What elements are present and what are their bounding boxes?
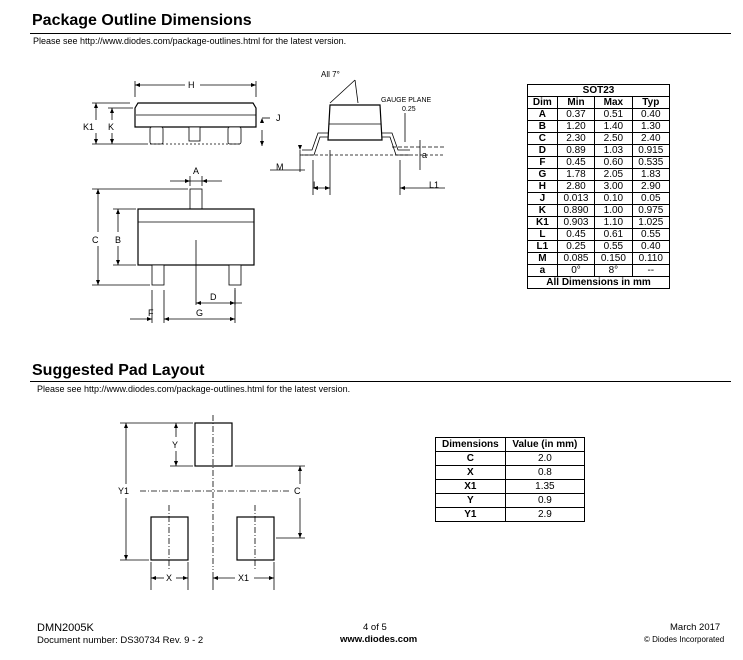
table-row [528,157,670,169]
dim-label-G: G [196,308,204,318]
dim-value-cell: 1.03 [595,145,632,157]
dim-label-L: L [313,180,319,190]
pad-dimension-table [435,437,585,522]
dim-value-cell: 0.915 [632,145,669,157]
dim-label-D: D [210,292,217,302]
footer-date: March 2017 [670,622,721,633]
pad-layout-drawing [100,410,330,600]
footer-document-number: Document number: DS30734 Rev. 9 - 2 [37,635,204,646]
dim-value-cell: 0.085 [557,253,594,265]
col-header: Dimensions [436,438,506,452]
table-row [528,109,670,121]
dim-value-cell: 1.40 [595,121,632,133]
pad-label-C: C [294,486,301,496]
dim-value-cell: 2.0 [505,452,584,466]
table-row [528,253,670,265]
dim-label-all7: All 7° [321,70,340,79]
table-row [528,229,670,241]
dim-value-cell: 0.61 [595,229,632,241]
table-row [528,121,670,133]
dim-name-cell: J [528,193,558,205]
col-header: Max [595,97,632,109]
dim-value-cell: 0.37 [557,109,594,121]
table-row [528,169,670,181]
col-header: Typ [632,97,669,109]
dim-value-cell: -- [632,265,669,277]
dim-name-cell: M [528,253,558,265]
dim-label-J: J [276,113,281,123]
dim-value-cell: 0.9 [505,494,584,508]
table-row [528,145,670,157]
dim-value-cell: 0.890 [557,205,594,217]
dim-name-cell: Y [436,494,506,508]
dim-value-cell: 2.90 [632,181,669,193]
pad-label-Y: Y [172,440,179,450]
col-header: Min [557,97,594,109]
dim-name-cell: A [528,109,558,121]
dim-value-cell: 1.83 [632,169,669,181]
dim-value-cell: 2.40 [632,133,669,145]
dim-value-cell: 0.975 [632,205,669,217]
col-header: Value (in mm) [505,438,584,452]
section-note: Please see http://www.diodes.com/package-outlines.html for the latest version. [33,36,347,46]
dim-name-cell: L1 [528,241,558,253]
dim-label-K1: K1 [83,122,95,132]
footer-website-link[interactable]: www.diodes.com [340,634,418,645]
dim-name-cell: K [528,205,558,217]
sot23-dimension-table [527,84,670,289]
dim-label-L1: L1 [429,180,440,190]
table-row [528,205,670,217]
dim-value-cell: 0.40 [632,241,669,253]
dim-name-cell: C [436,452,506,466]
col-header: Dim [528,97,558,109]
dim-name-cell: K1 [528,217,558,229]
pad-label-X1: X1 [238,573,250,583]
table-row [528,265,670,277]
table-row [528,217,670,229]
dim-name-cell: Y1 [436,508,506,522]
dim-name-cell: L [528,229,558,241]
dim-value-cell: 0.55 [632,229,669,241]
dim-name-cell: H [528,181,558,193]
table-row [436,494,585,508]
dim-value-cell: 2.9 [505,508,584,522]
package-outline-drawing [0,60,520,330]
dim-value-cell: 0.110 [632,253,669,265]
dim-label-F: F [148,308,154,318]
dim-name-cell: B [528,121,558,133]
dim-name-cell: C [528,133,558,145]
dim-value-cell: 0.45 [557,157,594,169]
table-row [528,133,670,145]
dim-label-B: B [115,235,122,245]
dim-value-cell: 2.30 [557,133,594,145]
dim-name-cell: X [436,466,506,480]
dim-value-cell: 1.30 [632,121,669,133]
dim-value-cell: 1.10 [595,217,632,229]
dim-label-M: M [276,162,284,172]
footer-copyright: © Diodes Incorporated [644,635,725,644]
dim-value-cell: 0.60 [595,157,632,169]
footer-part-number: DMN2005K [37,622,94,634]
dim-value-cell: 1.35 [505,480,584,494]
dim-value-cell: 0.013 [557,193,594,205]
dim-value-cell: 0.535 [632,157,669,169]
table-footer: All Dimensions in mm [528,277,670,289]
section-title-package-outline: Package Outline Dimensions [32,12,252,29]
dim-label-H: H [188,80,195,90]
dim-value-cell: 1.78 [557,169,594,181]
dim-name-cell: G [528,169,558,181]
dim-value-cell: 0.45 [557,229,594,241]
dim-value-cell: 0.89 [557,145,594,157]
dim-value-cell: 0.150 [595,253,632,265]
dim-value-cell: 0.40 [632,109,669,121]
table-row [528,193,670,205]
table-row [436,452,585,466]
dim-value-cell: 1.00 [595,205,632,217]
dim-value-cell: 0.903 [557,217,594,229]
pad-label-Y1: Y1 [118,486,130,496]
dim-name-cell: F [528,157,558,169]
section-divider [30,381,731,382]
dim-value-cell: 2.80 [557,181,594,193]
dim-label-a: a [422,150,428,160]
dim-value-cell: 0.51 [595,109,632,121]
dim-value-cell: 3.00 [595,181,632,193]
section-note: Please see http://www.diodes.com/package-outlines.html for the latest version. [37,384,351,394]
dim-value-cell: 0.05 [632,193,669,205]
table-title: SOT23 [528,85,670,97]
dim-value-cell: 0° [557,265,594,277]
table-row [528,241,670,253]
dim-name-cell: X1 [436,480,506,494]
dim-name-cell: D [528,145,558,157]
footer-page-number: 4 of 5 [363,622,387,633]
table-row [436,466,585,480]
gauge-plane-label: GAUGE PLANE [381,97,432,104]
dim-value-cell: 1.20 [557,121,594,133]
table-row [436,508,585,522]
section-title-pad-layout: Suggested Pad Layout [32,362,205,379]
dim-value-cell: 0.8 [505,466,584,480]
dim-value-cell: 0.10 [595,193,632,205]
dim-value-cell: 0.55 [595,241,632,253]
dim-value-cell: 1.025 [632,217,669,229]
table-row [528,181,670,193]
dim-label-K: K [108,122,115,132]
dim-value-cell: 2.05 [595,169,632,181]
dim-value-cell: 2.50 [595,133,632,145]
dim-label-A: A [193,166,200,176]
dim-value-cell: 0.25 [557,241,594,253]
gauge-plane-value: 0.25 [402,106,416,113]
table-row [436,480,585,494]
section-divider [30,33,731,34]
dim-value-cell: 8° [595,265,632,277]
dim-label-C: C [92,235,99,245]
dim-name-cell: a [528,265,558,277]
pad-label-X: X [166,573,173,583]
